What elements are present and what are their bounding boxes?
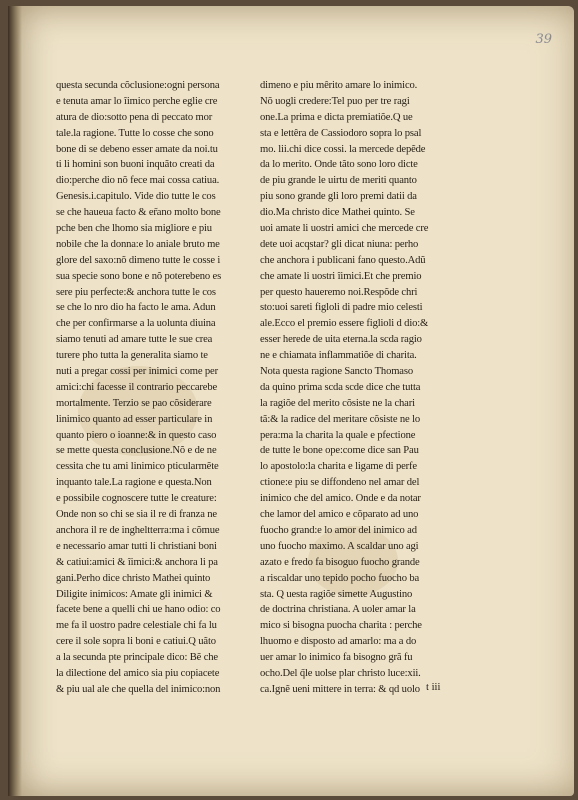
text-line: se che lo nro dio ha facto le ama. Adun — [56, 302, 216, 314]
text-line: da quino prima scda scde dice che tutta — [260, 381, 421, 393]
text-line: dimeno e piu mêrito amare lo inimico. — [260, 80, 418, 91]
text-line: atura de dio:sotto pena di peccato mor — [56, 111, 213, 123]
text-line: de doctrina christiana. A uoler amar la — [260, 604, 416, 616]
text-line: bone di se debeno esser amate da noi.tu — [56, 143, 218, 155]
text-line: se mette questa conclusione.Nõ e de ne — [56, 445, 217, 457]
text-line: pera:ma la charita la quale e pfectione — [260, 429, 416, 441]
text-line: tale.la ragione. Tutte lo cosse che sono — [56, 127, 214, 139]
text-line: inquanto tale.La ragione e questa.Non — [56, 477, 212, 489]
text-line: anchora il re de ingheltterra:ma i cõmue — [56, 524, 220, 536]
text-line: gani.Perho dice christo Mathei quinto — [56, 572, 211, 584]
text-line: e possibile cognoscere tutte le creature: — [56, 493, 217, 505]
text-line: sta e lettêra de Cassiodoro sopra lo psal — [260, 127, 422, 139]
text-line: sere piu perfecte:& anchora tutte le cos — [56, 286, 216, 298]
text-line: fuocho grand:e lo amor del inimico ad — [260, 524, 417, 536]
text-line: questa secunda cõclusione:ogni persona — [56, 80, 220, 91]
text-line: la ragiõe del merito cõsiste ne la chari — [260, 397, 415, 409]
text-line: azato e fredo fa bisoguo fuocho grande — [260, 556, 420, 568]
text-line: & piu ual ale che quella del inimico:non — [56, 683, 221, 695]
text-line: ne e chiamata inflammatiõe di charita. — [260, 350, 417, 362]
text-line: nuti a pregar cossi per inimici come per — [56, 366, 218, 378]
text-line: esser herede de uita eterna.la scda ragio — [260, 334, 422, 346]
text-line: tã:& la radice del meritare cõsiste ne lo — [260, 413, 421, 425]
text-line: ocho.Del q̃le uolse plar christo luce:xii. — [260, 667, 421, 679]
text-line: a la secunda pte principale dico: Bẽ che — [56, 652, 218, 664]
text-line: one.La prima e dicta premiatiõe.Q ue — [260, 111, 413, 123]
book-page — [8, 6, 574, 796]
text-line: de tutte le bone ope:come dice san Pau — [260, 445, 419, 457]
text-line: mo. lii.chi dice cossi. la mercede depẽde — [260, 143, 426, 155]
text-line: da lo merito. Onde tãto sono loro dicte — [260, 159, 418, 171]
text-line: ctione:e piu se diffondeno nel amar del — [260, 477, 420, 489]
text-line: nobile che la donna:e lo aniale bruto me — [56, 238, 220, 250]
text-line: de piu grande le uirtu de meriti quanto — [260, 175, 417, 187]
text-line: amici:chi facesse il contrario peccarebe — [56, 381, 218, 393]
text-line: Diligite inimicos: Amate gli inimici & — [56, 588, 213, 600]
text-line: mortalmente. Terzio se pao cõsiderare — [56, 397, 212, 409]
text-line: sta. Q uesta ragiõe simette Augustino — [260, 588, 413, 600]
text-line: ca.Ignẽ ueni mittere in terra: & qd uolo — [260, 683, 420, 695]
text-line: dete uoi acqstar? gli dicat niuna: perho — [260, 238, 419, 250]
text-line: Nõ uogli credere:Tel puo per tre ragi — [260, 95, 410, 107]
text-line: che anchora i publicani fano questo.Adũ — [260, 254, 426, 266]
text-line: uoi amate li uostri amici che mercede cre — [260, 223, 429, 235]
text-line: e necessario amar tutti li christiani boni — [56, 540, 217, 552]
text-line: uno fuocho maximo. A scaldar uno agi — [260, 540, 419, 552]
text-line: me fa il uostro padre celestiale chi fa lu — [56, 620, 217, 632]
text-line: & catiui:amici & îimici:& anchora li pa — [56, 556, 218, 568]
text-line: Nota questa ragione Sancto Thomaso — [260, 366, 413, 378]
text-line: a riscaldar uno tepido pocho fuocho ba — [260, 572, 420, 584]
text-line: linimico quanto ad esser particulare in — [56, 413, 213, 425]
text-line: cessita che tu ami linimico pticularmẽte — [56, 461, 219, 473]
text-line: per questo haueremo noi.Respõde chri — [260, 286, 418, 298]
text-line: piu sono grande gli loro premi datii da — [260, 191, 417, 203]
text-line: dio:perche dio nõ fece mai cossa catiua. — [56, 175, 220, 187]
text-line: mico si bisogna puocha charita : perche — [260, 620, 422, 632]
text-line: lo apostolo:la charita e ligame di perfe — [260, 461, 417, 473]
text-line: Onde non so chi se sia il re di franza ne — [56, 509, 217, 521]
text-line: ale.Ecco el premio essere figlioli d dio:& — [260, 318, 429, 330]
text-line: pche ben che lhomo sia migliore e piu — [56, 223, 212, 235]
text-line: sto:uoi sareti figloli di padre mio celesti — [260, 302, 423, 314]
text-line: siamo tenuti ad amare tutte le sue crea — [56, 334, 213, 346]
left-text-column — [56, 78, 256, 698]
text-line: sua specie sono bone e nõ poterebeno es — [56, 270, 222, 282]
text-line: uer amar lo inimico fa bisogno grã fu — [260, 652, 413, 664]
text-line: che lamor del amico e cõparato ad uno — [260, 509, 419, 521]
text-line: turere pho tutta la generalita siamo te — [56, 350, 208, 362]
text-line: glore del saxo:nõ dimeno tutte le cosse i — [56, 254, 221, 266]
text-line: facete bene a quelli chi ue hano odio: co — [56, 604, 221, 616]
text-line: e tenuta amar lo îimico perche eglie cre — [56, 95, 218, 107]
text-line: inimico che del amico. Onde e da notar — [260, 493, 421, 505]
signature-mark: t iii — [426, 682, 441, 693]
text-line: la dilectione del amico sia piu copiacete — [56, 667, 220, 679]
text-line: che amate li uostri îimici.Et che premio — [260, 270, 422, 282]
text-line: quanto piero o ioanne:& in questo caso — [56, 429, 217, 441]
text-line: ti li homini son buoni inquãto creati da — [56, 159, 215, 171]
folio-number: 39 — [535, 32, 552, 47]
text-line: dio.Ma christo dice Mathei quinto. Se — [260, 207, 415, 219]
text-line: se che haueua facto & er̃ano molto bone — [56, 207, 221, 219]
page-gutter — [8, 6, 22, 796]
text-line: Genesis.i.capitulo. Vide dio tutte le cos — [56, 191, 216, 203]
text-line: che per confirmarse a la uolunta diuina — [56, 318, 216, 330]
text-line: cere il sole sopra li boni e catiui.Q uãto — [56, 636, 216, 648]
text-line: lhuomo e disposto ad amarlo: ma a do — [260, 636, 417, 648]
right-text-column — [260, 78, 470, 698]
